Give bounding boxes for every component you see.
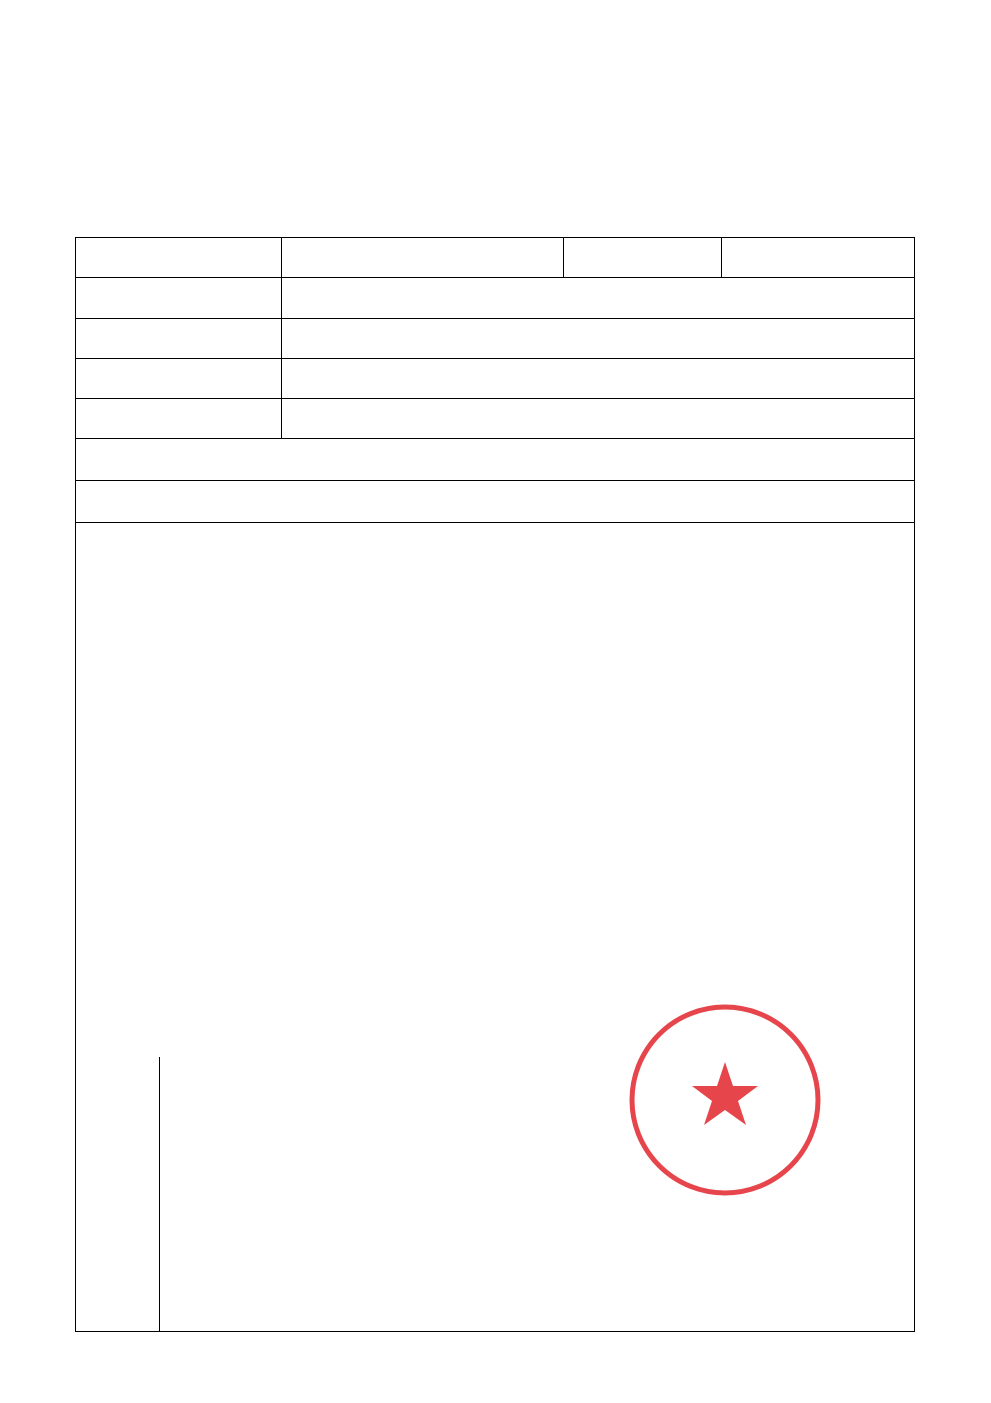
section-title-row — [76, 439, 914, 481]
test-addr-label — [76, 399, 282, 438]
tester-value — [282, 359, 914, 398]
client-addr-value — [282, 319, 914, 358]
receive-date-label — [76, 238, 282, 277]
client-name-value — [282, 278, 914, 318]
info-row-client-name — [76, 278, 914, 319]
sign-side-cell — [76, 1057, 160, 1332]
table-header-row — [76, 481, 914, 523]
receive-date-value — [282, 238, 564, 277]
info-row-test-addr — [76, 399, 914, 439]
issue-date-label — [564, 238, 722, 277]
info-row-dates — [76, 238, 914, 278]
official-seal — [625, 1000, 825, 1200]
client-name-label — [76, 278, 282, 318]
qr-code-icon — [760, 72, 902, 214]
tester-label — [76, 359, 282, 398]
issue-date-value — [722, 238, 914, 277]
info-row-tester — [76, 359, 914, 399]
test-addr-value — [282, 399, 914, 438]
client-addr-label — [76, 319, 282, 358]
info-row-client-addr — [76, 319, 914, 359]
